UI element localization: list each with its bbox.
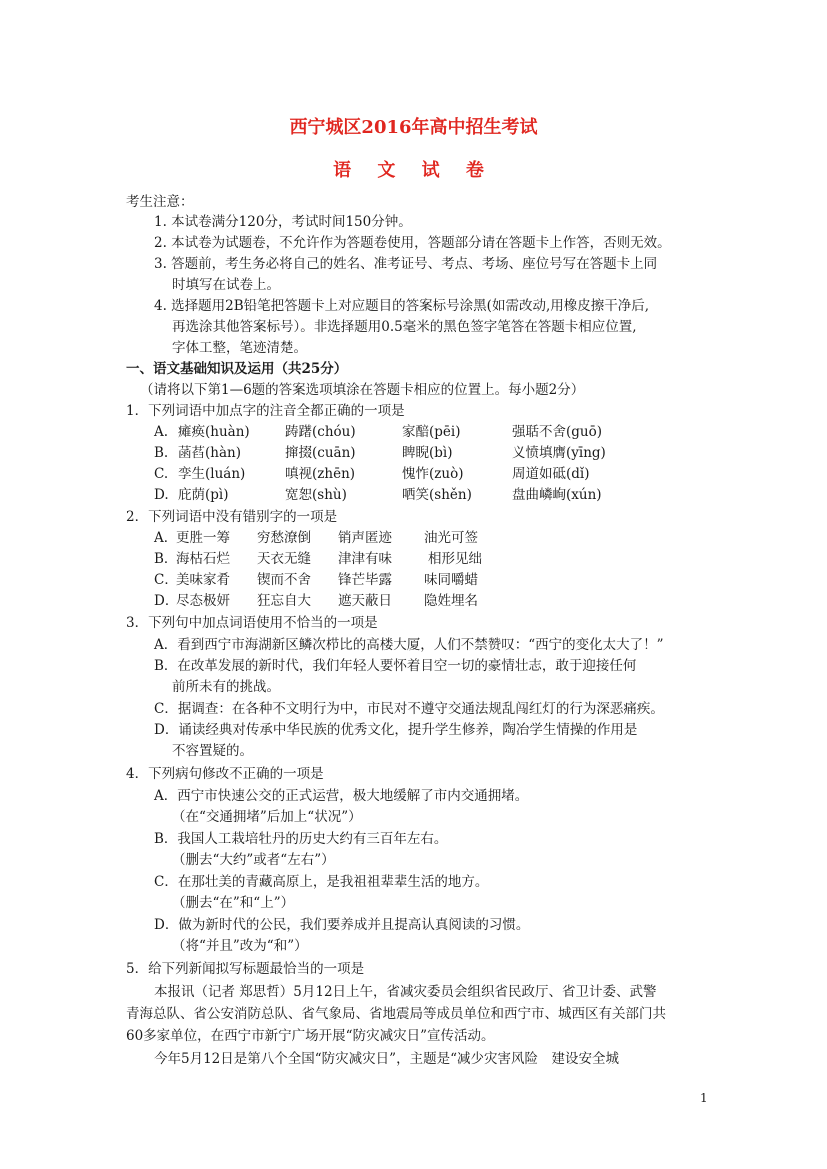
- option-label: B.: [154, 445, 169, 461]
- page-subtitle: 语 文 试 卷: [333, 160, 494, 181]
- option-item: 遮天蔽日: [338, 593, 392, 609]
- option-item: 隐姓埋名: [424, 593, 478, 609]
- option-item: 味同嚼蜡: [424, 572, 478, 588]
- page-title: 西宁城区2016年高中招生考试: [289, 117, 538, 138]
- option-item: 狂忘自大: [257, 593, 311, 609]
- notice-item: 4. 选择题用2B铅笔把答题卡上对应题目的答案标号涂黑(如需改动,用橡皮擦干净后,: [154, 298, 650, 314]
- option-item: 睥睨(bì): [402, 445, 453, 461]
- option-item: 美味家肴: [176, 572, 230, 588]
- notice-item: 1. 本试卷满分120分，考试时间150分钟。: [154, 214, 412, 230]
- option-line: D．诵读经典对传承中华民族的优秀文化，提升学生修养，陶冶学生情操的作用是: [154, 722, 638, 738]
- question-stem-3: 3．下列句中加点词语使用不恰当的一项是: [126, 615, 378, 631]
- option-item: 孪生(luán): [178, 466, 246, 482]
- notice-item-cont: 时填写在试卷上。: [172, 277, 280, 293]
- option-item: 强聒不舍(guō): [512, 424, 602, 440]
- news-paragraph-line: 60多家单位，在西宁市新宁广场开展“防灾减灾日”宣传活动。: [126, 1028, 495, 1044]
- option-note: （将“并且”改为“和”）: [172, 938, 308, 954]
- option-line: B．我国人工栽培牡丹的历史大约有三百年左右。: [154, 831, 448, 847]
- option-label: C.: [154, 466, 169, 482]
- option-item: 周道如砥(dǐ): [512, 466, 590, 482]
- notice-item: 2. 本试卷为试题卷，不允许作为答题卷使用，答题部分请在答题卡上作答，否则无效。: [154, 235, 671, 251]
- option-item: 尽态极妍: [176, 593, 230, 609]
- option-item: 海枯石烂: [176, 551, 230, 567]
- option-item: 天衣无缝: [257, 551, 311, 567]
- option-item: 宽恕(shù): [285, 487, 347, 503]
- section-heading: 一、语文基础知识及运用（共25分）: [126, 361, 348, 377]
- notice-item: 3. 答题前，考生务必将自己的姓名、准考证号、考点、考场、座位号写在答题卡上同: [154, 256, 658, 272]
- section-instruction: （请将以下第1—6题的答案选项填涂在答题卡相应的位置上。每小题2分）: [140, 382, 585, 398]
- news-paragraph-line: 本报讯（记者 郑思哲）5月12日上午，省减灾委员会组织省民政厅、省卫计委、武警: [154, 984, 657, 1000]
- option-item: 义愤填膺(yīng): [512, 445, 606, 461]
- option-line: B．在改革发展的新时代，我们年轻人要怀着目空一切的豪情壮志，敢于迎接任何: [154, 658, 637, 674]
- notice-item-cont: 再选涂其他答案标号）。非选择题用0.5毫米的黑色签字笔答在答题卡相应位置,: [172, 319, 637, 335]
- option-item: 踌躇(chóu): [285, 424, 356, 440]
- option-label: A.: [154, 424, 169, 440]
- option-item: 更胜一筹: [176, 530, 230, 546]
- option-line: C．据调查：在各种不文明行为中，市民对不遵守交通法规乱闯红灯的行为深恶痛疾。: [154, 701, 664, 717]
- question-stem-4: 4．下列病句修改不正确的一项是: [126, 766, 324, 782]
- option-item: 锋芒毕露: [338, 572, 392, 588]
- question-stem-5: 5．给下列新闻拟写标题最恰当的一项是: [126, 961, 365, 977]
- option-line: D．做为新时代的公民，我们要养成并且提高认真阅读的习惯。: [154, 917, 530, 933]
- option-label: D.: [154, 487, 169, 503]
- option-note: （在“交通拥堵”后加上“状况”）: [172, 809, 362, 825]
- option-item: 愧怍(zuò): [402, 466, 464, 482]
- question-stem-2: 2．下列词语中没有错别字的一项是: [126, 509, 338, 525]
- news-paragraph-line: 青海总队、省公安消防总队、省气象局、省地震局等成员单位和西宁市、城西区有关部门共: [126, 1006, 666, 1022]
- option-note: （删去“大约”或者“左右”）: [172, 852, 335, 868]
- notice-heading: 考生注意：: [126, 194, 194, 210]
- question-stem-1: 1．下列词语中加点字的注音全都正确的一项是: [126, 403, 405, 419]
- option-item: 嗔视(zhēn): [285, 466, 356, 482]
- option-item: 相形见绌: [428, 551, 482, 567]
- option-line: C．在那壮美的青藏高原上，是我祖祖辈辈生活的地方。: [154, 874, 489, 890]
- option-item: 菡萏(hàn): [178, 445, 241, 461]
- option-label: A．: [154, 530, 178, 546]
- option-item: 销声匿迹: [338, 530, 392, 546]
- option-item: 津津有味: [338, 551, 392, 567]
- option-note: （删去“在”和“上”）: [172, 895, 295, 911]
- option-item: 锲而不舍: [257, 572, 311, 588]
- option-line: A．看到西宁市海湖新区鳞次栉比的高楼大厦，人们不禁赞叹：“西宁的变化太大了！”: [154, 637, 664, 653]
- option-item: 哂笑(shěn): [402, 487, 472, 503]
- option-item: 瘫痪(huàn): [178, 424, 250, 440]
- option-item: 撺掇(cuān): [285, 445, 356, 461]
- news-paragraph-line: 今年5月12日是第八个全国“防灾减灾日”，主题是“减少灾害风险 建设安全城: [154, 1051, 619, 1067]
- option-item: 油光可签: [424, 530, 478, 546]
- option-label: D．: [154, 593, 179, 609]
- option-item: 庇荫(pì): [178, 487, 229, 503]
- option-label: C．: [154, 572, 178, 588]
- option-item: 穷愁潦倒: [257, 530, 311, 546]
- option-line: A．西宁市快速公交的正式运营，极大地缓解了市内交通拥堵。: [154, 788, 529, 804]
- notice-item-cont: 字体工整，笔迹清楚。: [172, 340, 307, 356]
- option-label: B．: [154, 551, 178, 567]
- page-number: 1: [700, 1091, 708, 1105]
- option-item: 家醅(pēi): [402, 424, 461, 440]
- option-line-cont: 不容置疑的。: [172, 743, 253, 759]
- option-item: 盘曲嶙峋(xún): [512, 487, 602, 503]
- option-line-cont: 前所未有的挑战。: [172, 679, 280, 695]
